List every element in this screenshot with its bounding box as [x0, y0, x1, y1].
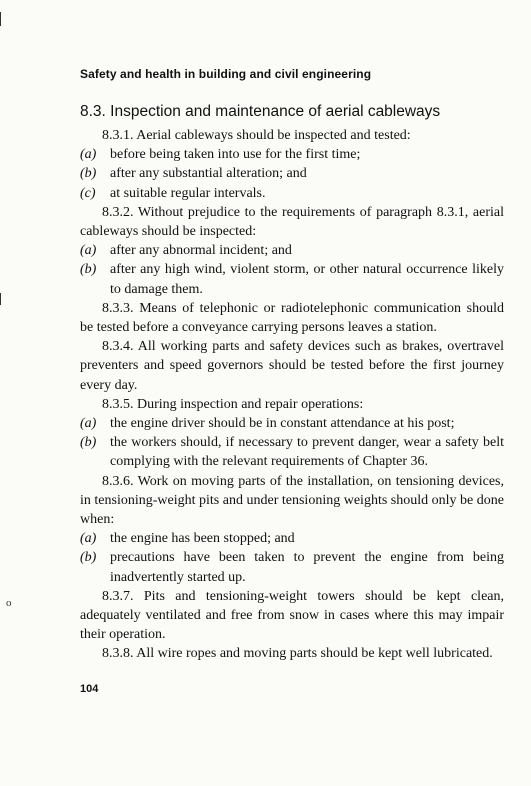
running-head: Safety and health in building and civil engineering	[80, 67, 372, 81]
list-item	[80, 433, 504, 471]
list-item-label: (a)	[80, 147, 97, 163]
list-item-text: at suitable regular intervals.	[110, 185, 266, 201]
list-item-text: the engine driver should be in constant attendance at his post;	[110, 416, 455, 432]
paragraph: 8.3.2. Without prejudice to the requirements of paragraph 8.3.1, aerial cableways should be inspected:	[80, 204, 504, 240]
section-title: Inspection and maintenance of aerial cableways	[110, 103, 441, 120]
list-item-text: before being taken into use for the first time;	[110, 147, 361, 163]
list-item-label: (b)	[80, 435, 97, 451]
list-item-text: precautions have been taken to prevent the engine from being inadvertently started up.	[110, 550, 504, 585]
paragraph: 8.3.8. All wire ropes and moving parts should be kept well lubricated.	[102, 646, 493, 662]
section-number: 8.3.	[80, 103, 106, 120]
paragraph: 8.3.4. All working parts and safety devices such as brakes, overtravel preventers and speed governors should be tested before the first journey every day.	[80, 339, 504, 393]
list-item-label: (a)	[80, 416, 97, 432]
paragraph: 8.3.6. Work on moving parts of the installation, on tensioning devices, in tensioning-weight pits and under tensioning weights should only be done when:	[80, 473, 504, 528]
section-heading	[80, 103, 440, 121]
body-text	[80, 126, 504, 664]
list-item-label: (b)	[80, 166, 97, 182]
list-item	[80, 184, 504, 203]
list-item	[80, 260, 504, 298]
margin-mark-middle	[0, 293, 1, 305]
margin-mark-circle: o	[6, 597, 12, 609]
list-item-label: (c)	[80, 185, 96, 201]
paragraph: 8.3.1. Aerial cableways should be inspected and tested:	[102, 128, 411, 143]
list-item-label: (a)	[80, 243, 97, 259]
list-item-label: (b)	[80, 550, 97, 566]
list-item	[80, 145, 504, 164]
list-item-label: (b)	[80, 262, 97, 278]
list-item	[80, 241, 504, 260]
list-item	[80, 414, 504, 433]
paragraph: 8.3.5. During inspection and repair operations:	[102, 396, 364, 412]
list-item-text: the workers should, if necessary to prevent danger, wear a safety belt complying with the relevant requirements of Chapter 36.	[110, 435, 504, 470]
list-item-text: the engine has been stopped; and	[110, 531, 295, 547]
paragraph: 8.3.7. Pits and tensioning-weight towers should be kept clean, adequately ventilated and free from snow in cases where this may impair their operation.	[80, 588, 504, 643]
list-item	[80, 164, 504, 183]
page-number: 104	[80, 683, 99, 695]
list-item	[80, 548, 504, 586]
margin-mark-top	[0, 12, 1, 26]
list-item-text: after any substantial alteration; and	[110, 166, 307, 182]
list-item-text: after any abnormal incident; and	[110, 243, 292, 259]
list-item	[80, 529, 504, 548]
list-item-text: after any high wind, violent storm, or other natural occurrence likely to damage them.	[110, 262, 504, 297]
list-item-label: (a)	[80, 531, 97, 547]
paragraph: 8.3.3. Means of telephonic or radiotelephonic communication should be tested before a conveyance carrying persons leaves a station.	[80, 300, 504, 336]
